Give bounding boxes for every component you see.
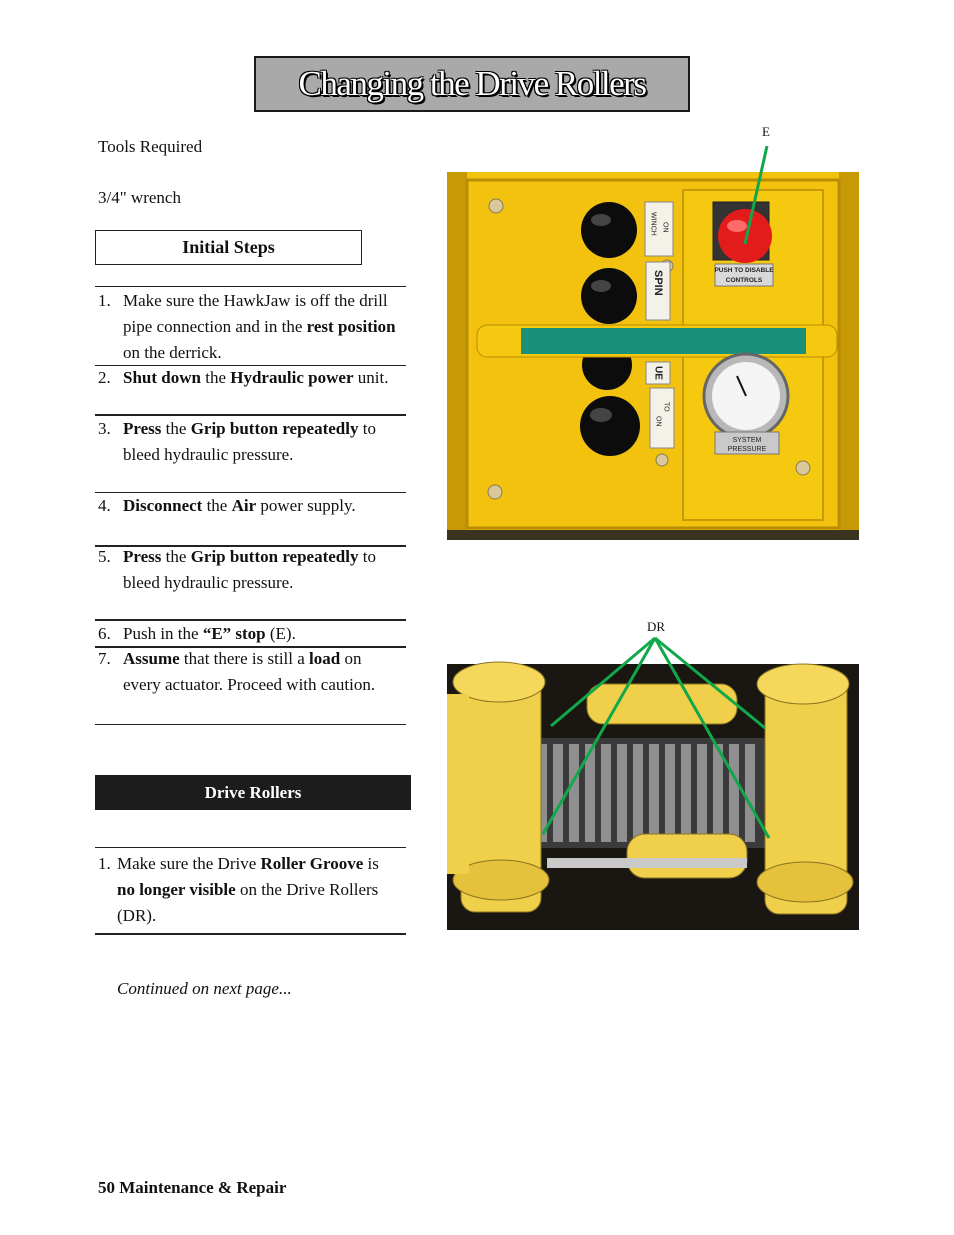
step-7: [98, 646, 398, 698]
drive-step-number: 1.: [98, 854, 111, 873]
step-1: [98, 288, 398, 366]
step-number: 5.: [98, 547, 111, 566]
divider: [95, 933, 406, 935]
system-label: SYSTEM: [732, 437, 762, 444]
page-footer: 50 Maintenance & Repair: [98, 1178, 287, 1197]
on2-label: ON: [654, 416, 662, 427]
drive-rollers-heading: Drive Rollers: [95, 775, 411, 810]
pressure-label: PRESSURE: [727, 446, 767, 453]
to-label: TO: [662, 402, 670, 412]
step-text: Shut down the Hydraulic power unit.: [123, 368, 389, 387]
divider: [95, 724, 406, 725]
page-title-box: [254, 56, 690, 112]
torque-label: UE: [652, 366, 664, 380]
step-4: [98, 493, 398, 519]
step-5: [98, 544, 398, 596]
on-label: ON: [661, 222, 669, 233]
step-2: [98, 365, 398, 391]
step-text: Make sure the HawkJaw is off the drill pipe connection and in the rest position on the derrick.: [123, 291, 396, 362]
step-text: Press the Grip button repeatedly to bleed hydraulic pressure.: [123, 547, 376, 592]
spin-label: SPIN: [652, 270, 664, 296]
step-text: Press the Grip button repeatedly to bleed hydraulic pressure.: [123, 419, 376, 464]
push-to-disable-label: PUSH TO DISABLE: [714, 267, 774, 274]
step-number: 1.: [98, 291, 111, 310]
step-3: [98, 416, 398, 468]
page-title: Changing the Drive Rollers: [298, 64, 646, 103]
divider: [95, 286, 406, 287]
control-panel-photo: [447, 140, 859, 540]
divider: [95, 847, 406, 848]
drive-step-1: [98, 851, 398, 929]
step-text: Assume that there is still a load on every actuator. Proceed with caution.: [123, 649, 376, 694]
controls-label: CONTROLS: [725, 277, 763, 284]
step-number: 2.: [98, 368, 111, 387]
step-6: [98, 621, 398, 647]
winch-label: WINCH: [649, 212, 657, 236]
initial-steps-heading: Initial Steps: [95, 230, 362, 265]
tools-heading: Tools Required: [98, 137, 203, 156]
step-text: Push in the “E” stop (E).: [123, 624, 296, 643]
continued-note: Continued on next page...: [117, 979, 292, 998]
step-number: 6.: [98, 624, 111, 643]
callout-dr-label: DR: [647, 619, 666, 634]
step-text: Disconnect the Air power supply.: [123, 496, 356, 515]
drive-step-text: Make sure the Drive Roller Groove is no longer visible on the Drive Rollers (DR).: [117, 854, 379, 925]
step-number: 7.: [98, 649, 111, 668]
step-number: 4.: [98, 496, 111, 515]
drive-rollers-photo: [447, 634, 859, 930]
tools-list: 3/4" wrench: [98, 188, 181, 207]
step-number: 3.: [98, 419, 111, 438]
callout-e-label: E: [762, 124, 770, 139]
